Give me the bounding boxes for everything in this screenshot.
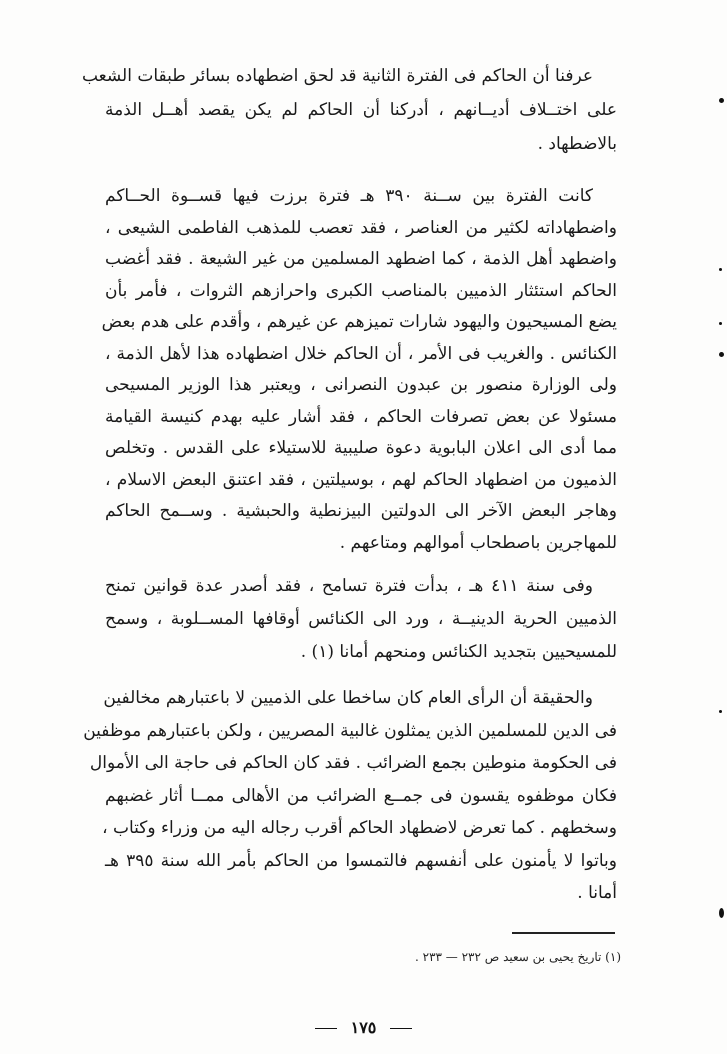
text-line: فكان موظفوه يقسون فى جمــع الضرائب من الأهالى ممــا أثار غضبهم — [105, 785, 617, 806]
margin-speck — [719, 268, 722, 271]
text-line: واضطهد أهل الذمة ، كما اضطهد المسلمين من غير الشيعة . فقد أغضب — [105, 249, 617, 269]
margin-speck — [719, 322, 722, 325]
text-line: والحقيقة أن الرأى العام كان ساخطا على الذميين لا باعتبارهم مخالفين — [103, 688, 593, 708]
page-number-dash-left — [315, 1028, 337, 1030]
text-line: مما أدى الى اعلان البابوية دعوة صليبية للاستيلاء على القدس . وتخلص — [105, 438, 617, 458]
text-line: على اختــلاف أديــانهم ، أدركنا أن الحاكم لم يكن يقصد أهــل الذمة — [105, 100, 617, 120]
margin-speck — [719, 908, 724, 918]
text-line: مسئولا عن بعض تصرفات الحاكم ، فقد أشار عليه بهدم كنيسة القيامة — [105, 406, 617, 427]
margin-speck — [719, 352, 724, 357]
text-line: فى الحكومة منوطين بجمع الضرائب . فقد كان الحاكم فى حاجة الى الأموال — [89, 753, 617, 773]
text-line: وباتوا لا يأمنون على أنفسهم فالتمسوا من الحاكم بأمر الله سنة ٣٩٥ هـ — [105, 850, 617, 871]
footnote-separator — [512, 932, 615, 934]
page-number-value: ١٧٥ — [350, 1018, 377, 1037]
text-line: واضطهاداته لكثير من العناصر ، فقد تعصب للمذهب الفاطمى الشيعى ، — [105, 217, 617, 238]
text-line: وهاجر البعض الآخر الى الدولتين البيزنطية والحبشية . وســمح الحاكم — [105, 501, 617, 521]
text-line: ولى الوزارة منصور بن عبدون النصرانى ، ويعتبر هذا الوزير المسيحى — [105, 375, 617, 395]
text-line: الذميون من اضطهاد الحاكم لهم ، بوسيلتين ، فقد اعتنق البعض الاسلام ، — [105, 469, 617, 490]
text-line: الكنائس . والغريب فى الأمر ، أن الحاكم خلال اضطهاده هذا لأهل الذمة ، — [105, 343, 617, 364]
page-number-dash-right — [390, 1028, 412, 1030]
text-line: الذميين الحرية الدينيــة ، ورد الى الكنائس أوقافها المســلوبة ، وسمح — [105, 609, 617, 629]
page-number — [0, 1018, 727, 1037]
text-line: الحاكم استئثار الذميين بالمناصب الكبرى واحرازهم الثروات ، فأمر بأن — [105, 280, 617, 301]
text-line: يضع المسيحيون واليهود شارات تميزهم عن غيرهم ، وأقدم على هدم بعض — [101, 312, 617, 332]
text-line: بالاضطهاد . — [537, 134, 617, 154]
text-line: كانت الفترة بين ســنة ٣٩٠ هـ فترة برزت فيها قســوة الحــاكم — [105, 186, 594, 206]
text-line: فى الدين للمسلمين الذين يمثلون غالبية المصريين ، ولكن باعتبارهم موظفين — [83, 720, 617, 741]
margin-speck — [719, 98, 724, 103]
text-line: للمهاجرين باصطحاب أموالهم ومتاعهم . — [339, 532, 617, 553]
margin-speck — [719, 710, 722, 713]
text-line: للمسيحيين بتجديد الكنائس ومنحهم أمانا (١) . — [300, 642, 617, 662]
text-line: عرفنا أن الحاكم فى الفترة الثانية قد لحق اضطهاده بسائر طبقات الشعب — [81, 66, 593, 86]
text-line: أمانا . — [577, 883, 617, 903]
footnote: (١) تاريخ يحيى بن سعيد ص ٢٣٢ — ٢٣٣ . — [414, 950, 621, 964]
text-line: وفى سنة ٤١١ هـ ، بدأت فترة تسامح ، فقد أصدر عدة قوانين تمنح — [105, 576, 593, 596]
text-line: وسخطهم . كما تعرض لاضطهاد الحاكم أقرب رجاله اليه من وزراء وكتاب ، — [102, 818, 617, 838]
